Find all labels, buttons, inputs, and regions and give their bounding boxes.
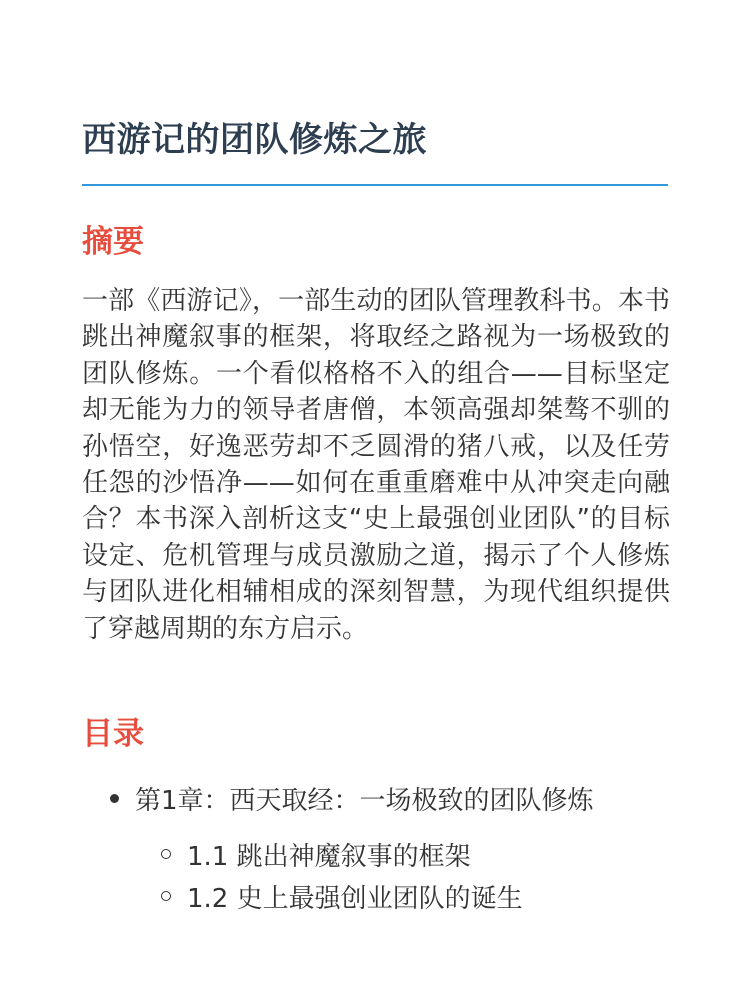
toc-section-label: 1.1 跳出神魔叙事的框架 — [187, 841, 471, 872]
bullet-circle-icon — [161, 891, 171, 901]
toc-heading: 目录 — [82, 716, 144, 752]
toc-section-label: 1.2 史上最强创业团队的诞生 — [187, 883, 523, 914]
bullet-disc-icon — [110, 794, 119, 803]
document-title: 西游记的团队修炼之旅 — [82, 120, 427, 160]
toc-chapter-label: 第1章：西天取经：一场极致的团队修炼 — [135, 785, 594, 816]
summary-heading: 摘要 — [82, 224, 144, 260]
summary-paragraph: 一部《西游记》，一部生动的团队管理教科书。本书跳出神魔叙事的框架，将取经之路视为一场极致的团队修炼。一个看似格格不入的组合——目标坚定却无能为力的领导者唐僧，本领高强却桀骜不驯的孙悟空，好逸恶劳却不乏圆滑的猪八戒，以及任劳任怨的沙悟净——如何在重重磨难中从冲突走向融合？本书深入剖析这支“史上最强创业团队”的目标设定、危机管理与成员激励之道，揭示了个人修炼与团队进化相辅相成的深刻智慧，为现代组织提供了穿越周期的东方启示。 — [82, 286, 670, 644]
toc-section-1-1[interactable] — [161, 834, 471, 874]
title-divider — [82, 184, 668, 186]
toc-chapter-1[interactable] — [110, 776, 594, 820]
bullet-circle-icon — [161, 849, 171, 859]
toc-section-1-2[interactable] — [161, 876, 523, 916]
